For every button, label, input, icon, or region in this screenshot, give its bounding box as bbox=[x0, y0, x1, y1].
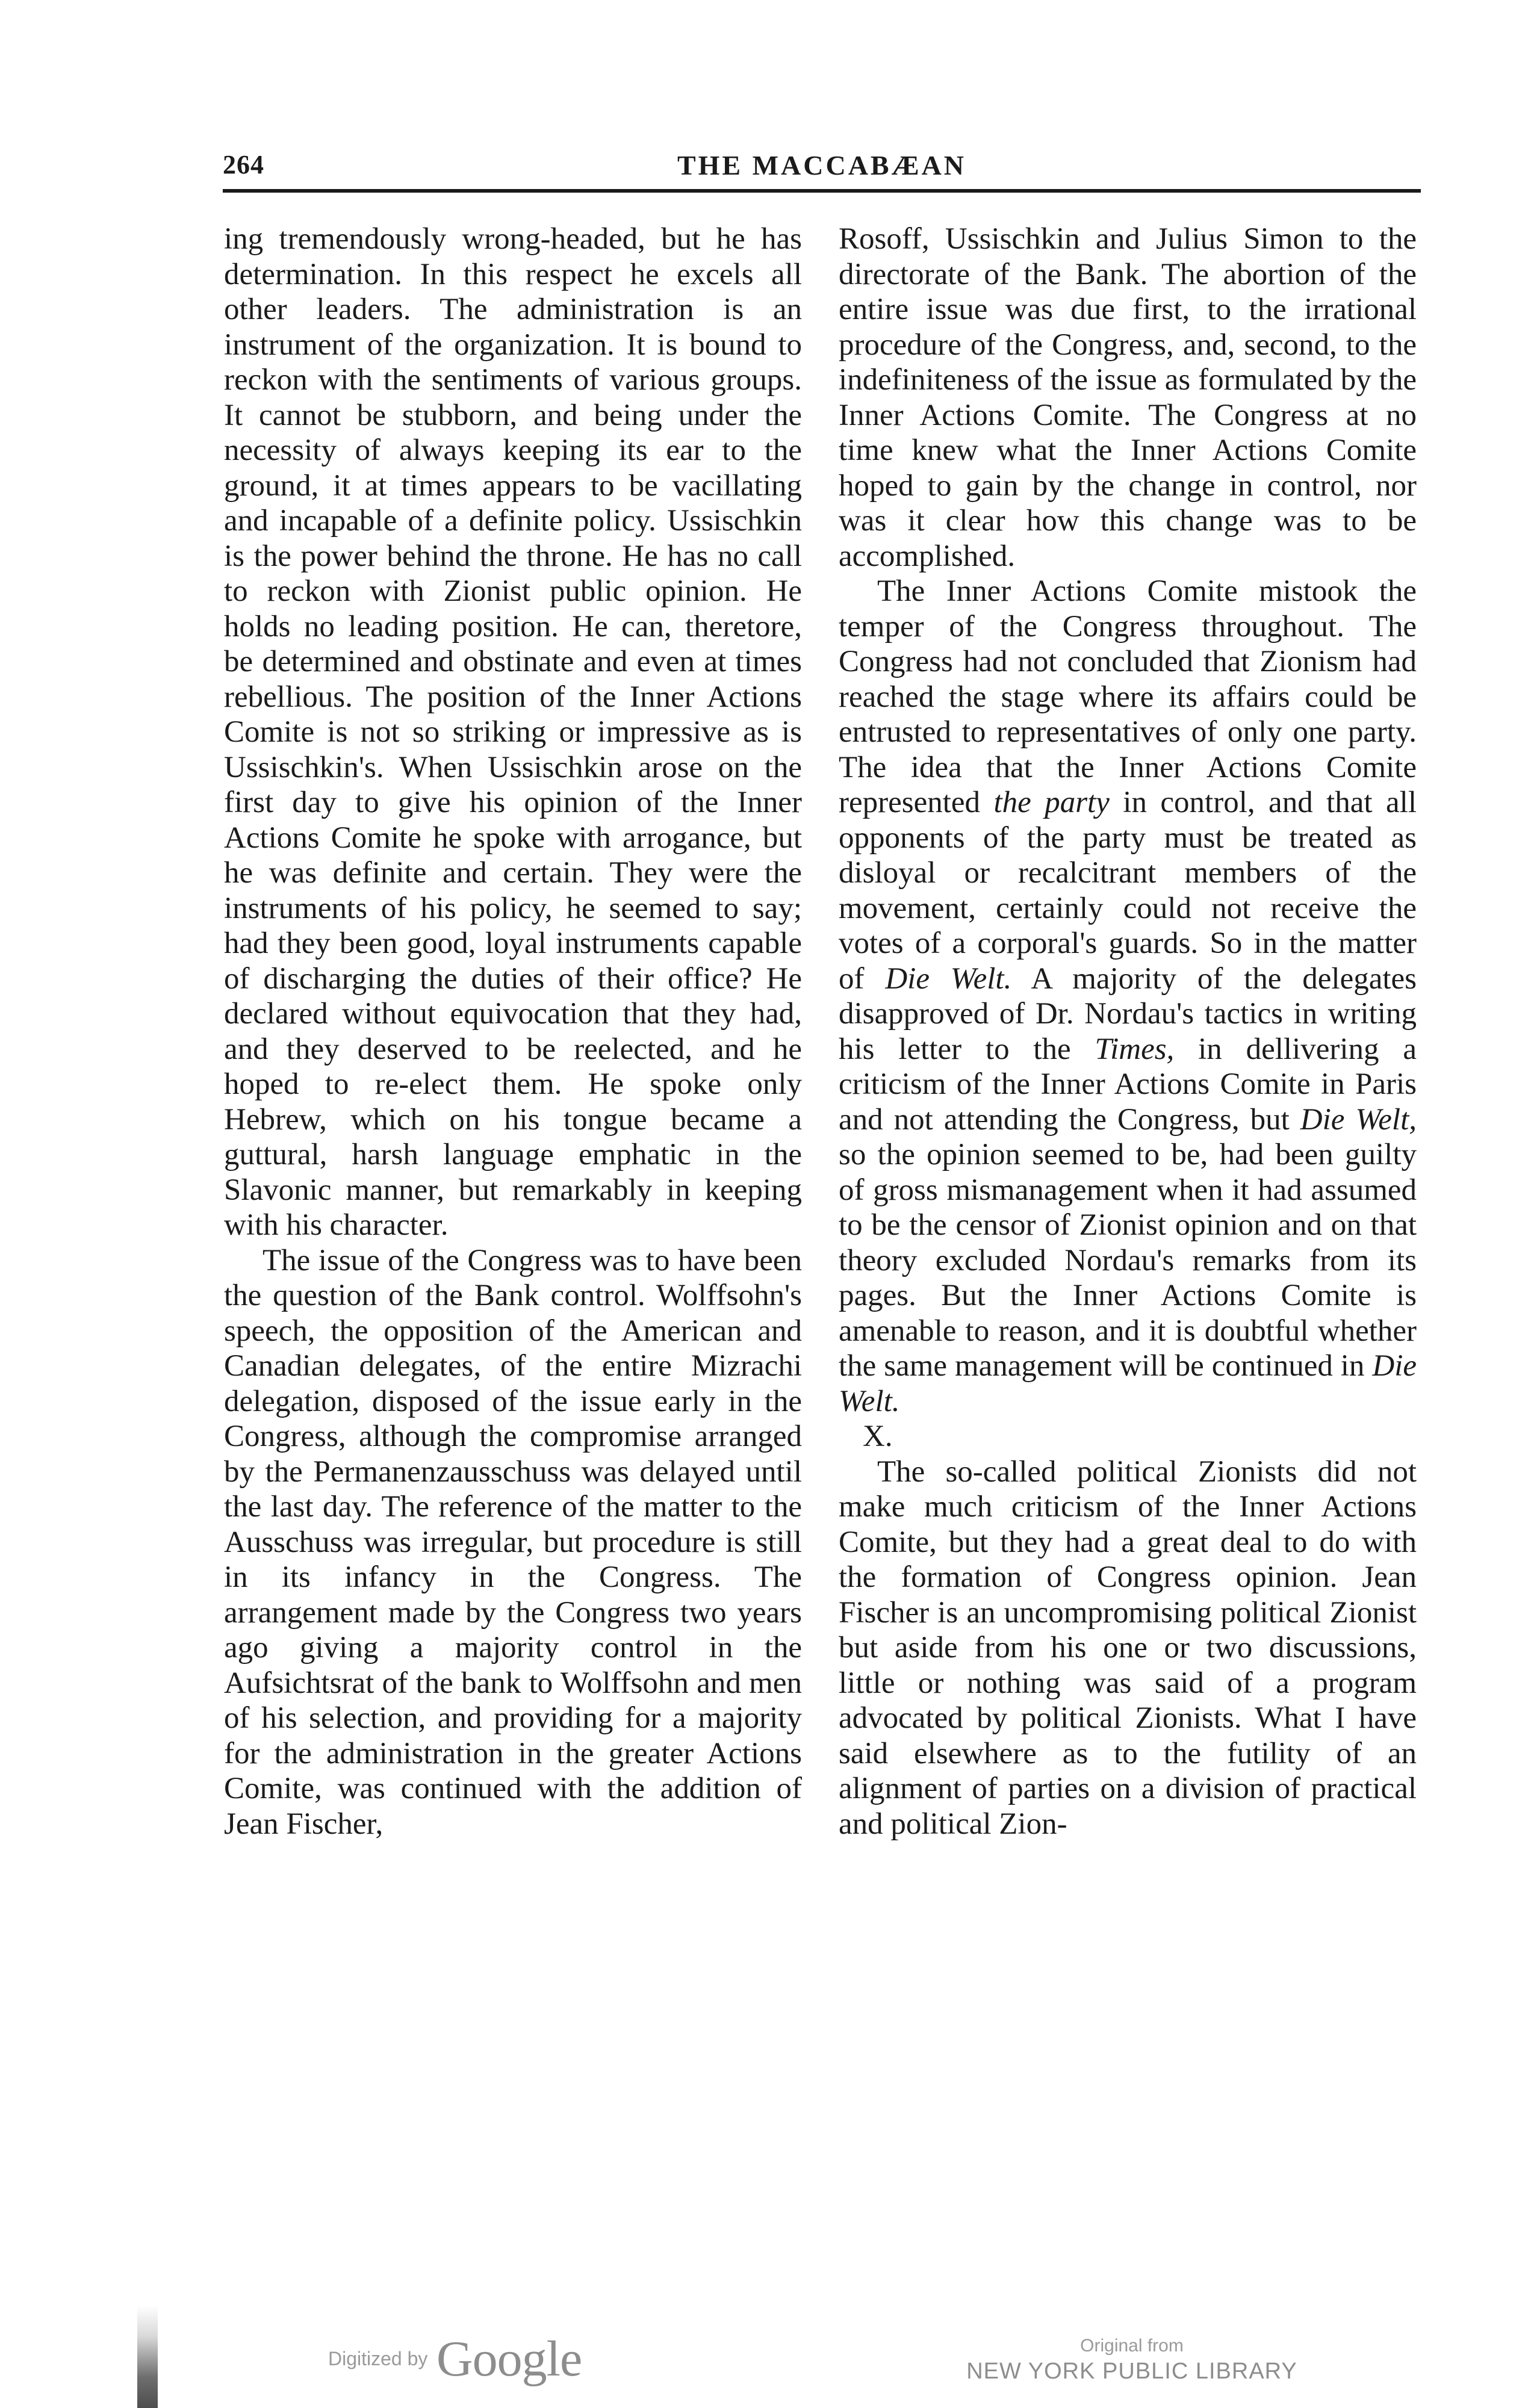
running-title: THE MACCABÆAN bbox=[677, 150, 967, 181]
italic-run: Die Welt. bbox=[839, 1349, 1417, 1418]
scan-artifact bbox=[137, 2306, 158, 2408]
paragraph: The issue of the Congress was to have been the question of the Bank control. Wolffsohn's speech, the opposition of the American and Canadian delegates, of the entire Mizrachi delegation, disposed of the issue early in the Congress, although the compromise arranged by the Permanenzausschuss was delayed until the last day. The reference of the matter to the Ausschuss was irregular, but procedure is still in its infancy in the Congress. The arrangement made by the Congress two years ago giving a majority control in the Aufsichtsrat of the bank to Wolffsohn and men of his selection, and providing for a majority for the administration in the greater Actions Comite, was continued with the addition of Jean Fischer, bbox=[224, 1243, 802, 1841]
paragraph: ing tremendously wrong-headed, but he has determination. In this respect he excels all other leaders. The administration is an instrument of the organization. It is bound to reckon with the sentiments of various groups. It cannot be stubborn, and being under the necessity of always keeping its ear to the ground, it at times appears to be vacillating and incapable of a definite policy. Ussischkin is the power behind the throne. He has no call to reckon with Zionist public opinion. He holds no leading position. He can, theretore, be determined and obstinate and even at times rebellious. The position of the Inner Actions Comite is not so striking or impressive as is Ussischkin's. When Ussischkin arose on the first day to give his opinion of the Inner Actions Comite he spoke with arrogance, but he was definite and certain. They were the instruments of his policy, he seemed to say; had they been good, loyal instruments capable of discharging the duties of their office? He declared without equivocation that they had, and they deserved to be reelected, and he hoped to re-elect them. He spoke only Hebrew, which on his tongue became a guttural, harsh language emphatic in the Slavonic manner, but remarkably in keeping with his character. bbox=[224, 222, 802, 1242]
google-logo: Google bbox=[436, 2331, 582, 2387]
text-run: so the opinion seemed to be, had been guilty of gross mismanagement when it had assumed to be the censor of Zionist opinion and on that theory excluded Nordau's remarks from its pages. But the Inner Actions Comite is amenable to reason, and it is doubtful whether the same management will be continued in bbox=[839, 1138, 1417, 1383]
italic-run: Die Welt. bbox=[885, 961, 1012, 996]
original-from-label: Original from bbox=[1080, 2336, 1184, 2356]
italic-run: Die Welt, bbox=[1300, 1102, 1417, 1137]
text-run: The Inner Actions Comite mistook the temper of the Congress throughout. The Congress had not concluded that Zionism had reached the stage where its affairs could be entrusted to representatives of only one party. The idea that the Inner Actions Comite represented bbox=[839, 574, 1417, 819]
italic-run: Times, bbox=[1095, 1032, 1175, 1066]
header-rule bbox=[223, 189, 1421, 193]
right-column bbox=[839, 222, 1417, 1842]
text-run: in control, and that all opponents of the party must be treated as disloyal or recalcitrant members of the movement, certainly could not receive the votes of a corporal's guards. So in the matter of bbox=[839, 786, 1417, 996]
library-name: NEW YORK PUBLIC LIBRARY bbox=[966, 2359, 1297, 2384]
text-run: A majority of the delegates disapproved of Dr. Nordau's tactics in writing his letter to the bbox=[839, 961, 1417, 1066]
paragraph bbox=[839, 574, 1417, 1419]
paragraph: Rosoff, Ussischkin and Julius Simon to the directorate of the Bank. The abortion of the entire issue was due first, to the irrational procedure of the Congress, and, second, to the indefiniteness of the issue as formulated by the Inner Actions Comite. The Congress at no time knew what the Inner Actions Comite hoped to gain by the change in control, nor was it clear how this change was to be accomplished. bbox=[839, 222, 1417, 573]
digitized-by-label: Digitized by bbox=[328, 2348, 428, 2369]
section-heading: X. bbox=[863, 1420, 893, 1453]
left-column bbox=[224, 222, 802, 1842]
text-run: in dellivering a criticism of the Inner Actions Comite in Paris and not attending the Congress, but bbox=[839, 1032, 1417, 1137]
page-number: 264 bbox=[223, 150, 264, 179]
footer bbox=[0, 2330, 1531, 2396]
paragraph: The so-called political Zionists did not make much criticism of the Inner Actions Comite, but they had a great deal to do with the formation of Congress opinion. Jean Fischer is an uncompromising political Zionist but aside from his one or two discussions, little or nothing was said of a program advocated by political Zionists. What I have said elsewhere as to the futility of an alignment of parties on a division of practical and political Zion- bbox=[839, 1454, 1417, 1841]
italic-run: the party bbox=[993, 786, 1110, 819]
page-header bbox=[223, 149, 1421, 187]
